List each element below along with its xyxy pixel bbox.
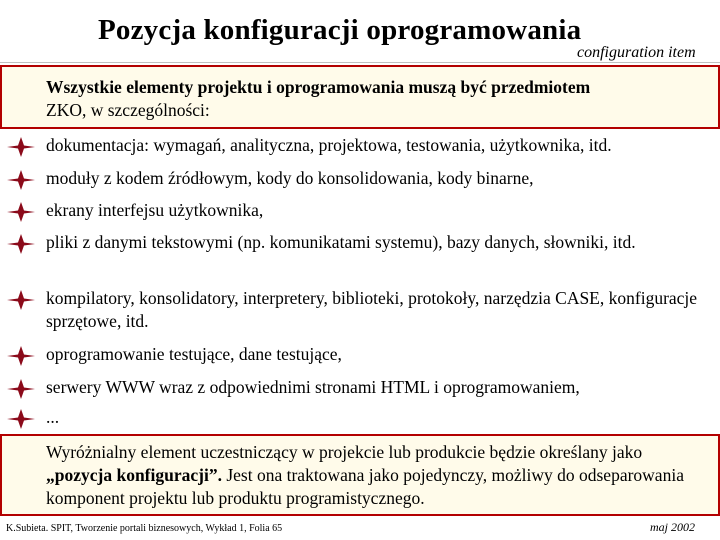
list-item	[0, 134, 720, 157]
list-item	[0, 287, 720, 333]
star-bullet-icon	[6, 169, 36, 191]
star-bullet-icon	[6, 201, 36, 223]
star-bullet-icon	[6, 136, 36, 158]
list-item	[0, 199, 720, 222]
star-bullet-icon	[6, 408, 36, 430]
star-bullet-icon	[6, 289, 36, 311]
list-item-text: ...	[46, 407, 60, 427]
list-item	[0, 376, 720, 399]
conclusion-text-before: Wyróżnialny element uczestniczący w projekcie lub produkcie będzie określany jako	[46, 442, 643, 462]
title-divider	[0, 62, 720, 63]
conclusion-bold-term: „pozycja konfiguracji”.	[46, 465, 222, 485]
list-item	[0, 406, 720, 429]
star-bullet-icon	[6, 233, 36, 255]
list-item-text: oprogramowanie testujące, dane testujące,	[46, 344, 342, 364]
list-item-text: pliki z danymi tekstowymi (np. komunikatami systemu), bazy danych, słowniki, itd.	[46, 232, 636, 252]
list-item	[0, 167, 720, 190]
star-bullet-icon	[6, 345, 36, 367]
slide-title: Pozycja konfiguracji oprogramowania	[98, 14, 582, 46]
list-item-text: serwery WWW wraz z odpowiednimi stronami HTML i oprogramowaniem,	[46, 377, 580, 397]
intro-bold-text: Wszystkie elementy projektu i oprogramowania muszą być przedmiotem	[46, 77, 591, 97]
list-item-text: dokumentacja: wymagań, analityczna, projektowa, testowania, użytkownika, itd.	[46, 135, 612, 155]
list-item-text: ekrany interfejsu użytkownika,	[46, 200, 264, 220]
footer-citation: K.Subieta. SPIT, Tworzenie portali biznesowych, Wykład 1, Folia 65	[6, 523, 283, 534]
conclusion-text-after: Jest ona traktowana jako pojedynczy, możliwy do odseparowania komponent projektu lub produktu programistycznego.	[46, 465, 684, 508]
list-item-text: moduły z kodem źródłowym, kody do konsolidowania, kody binarne,	[46, 168, 534, 188]
star-bullet-icon	[6, 378, 36, 400]
conclusion-box	[0, 434, 720, 516]
list-item-text: kompilatory, konsolidatory, interpretery, biblioteki, protokoły, narzędzia CASE, konfiguracje sprzętowe, itd.	[46, 288, 698, 331]
intro-text: ZKO, w szczególności:	[46, 100, 210, 120]
intro-box	[0, 65, 720, 129]
list-item	[0, 343, 720, 366]
list-item	[0, 231, 720, 254]
slide-subtitle: configuration item	[577, 44, 696, 61]
footer-date: maj 2002	[650, 520, 695, 534]
